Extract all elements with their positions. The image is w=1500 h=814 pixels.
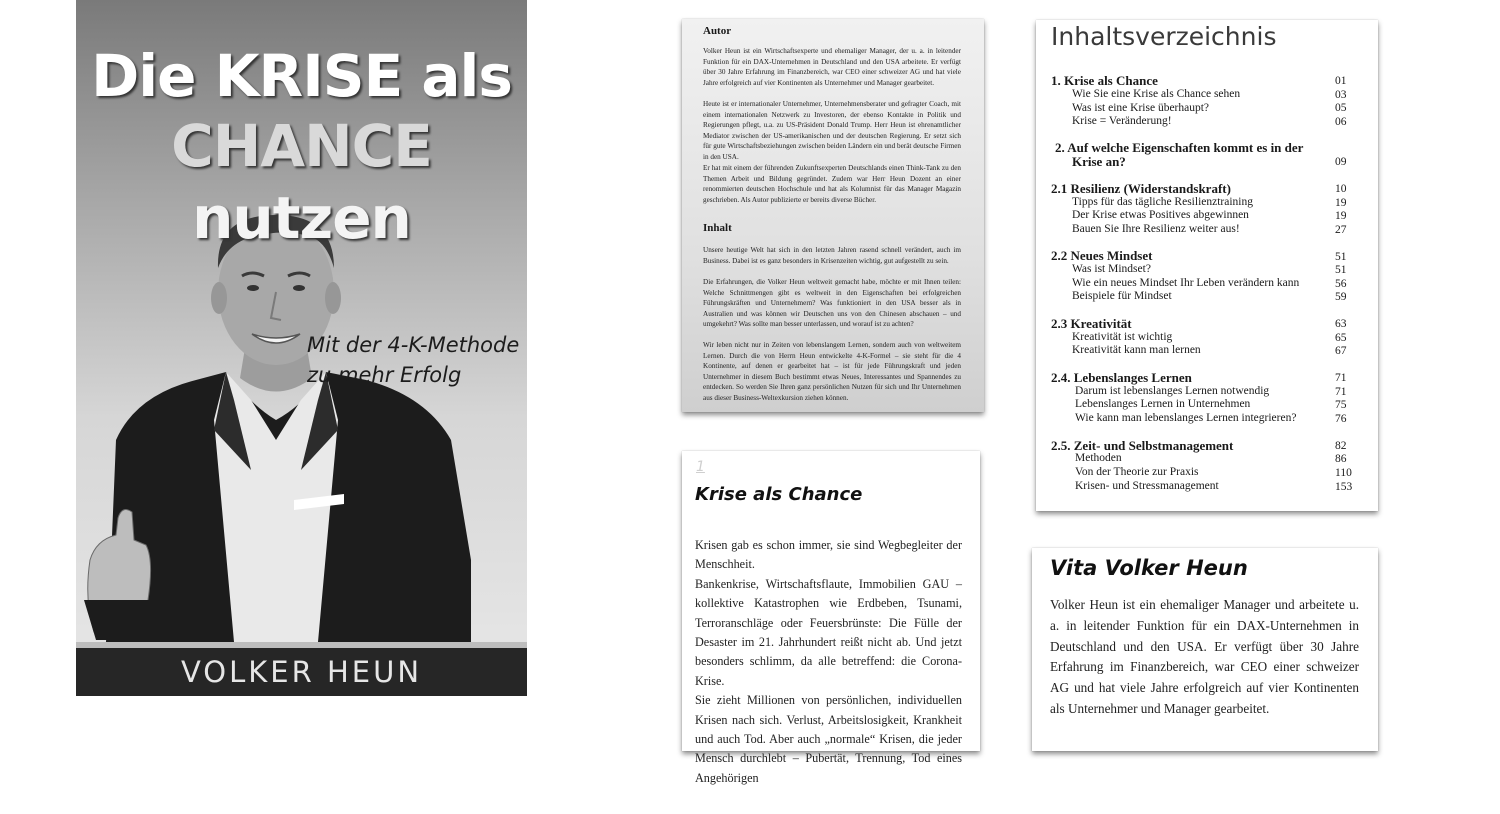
chapter-text xyxy=(695,536,962,788)
toc-page-number: 09 xyxy=(1335,156,1347,168)
toc-entry: Kreativität ist wichtig xyxy=(1072,331,1173,343)
toc-entry: Krise = Veränderung! xyxy=(1072,115,1172,127)
toc-page-number: 86 xyxy=(1335,453,1347,465)
vita-title: Vita Volker Heun xyxy=(1050,556,1248,580)
cover-title-line1: Die KRISE als xyxy=(91,42,512,110)
author-heading: Autor xyxy=(703,25,732,37)
toc-entry: Krisen- und Stressmanagement xyxy=(1075,480,1219,492)
toc-page-number: 03 xyxy=(1335,89,1347,101)
content-text-2: Die Erfahrungen, die Volker Heun weltweit gemacht habe, möchte er mit Ihnen teilen: Welche Schnittmengen gibt es weltweit in den Eigenschaften bei erfolgreichen Führungskräften und Unternehmern? Was funktioniert in den USA besser als in Australien und was können wir Deutschen uns von den Chinesen abschauen – und umgekehrt? Was sollte man besser unterlassen, und worauf ist zu achten? xyxy=(703,278,961,329)
cover-title-chance: CHANCE xyxy=(171,112,432,180)
toc-entry: Wie Sie eine Krise als Chance sehen xyxy=(1072,88,1241,100)
back-cover-page xyxy=(682,19,984,412)
toc-page-number: 19 xyxy=(1335,197,1347,209)
toc-page-number: 05 xyxy=(1335,102,1347,114)
toc-entry: Darum ist lebenslanges Lernen notwendig xyxy=(1075,385,1270,397)
toc-page-number: 67 xyxy=(1335,345,1347,357)
toc-entry: Beispiele für Mindset xyxy=(1072,290,1172,302)
toc-entry: Kreativität kann man lernen xyxy=(1072,344,1201,356)
toc-page-number: 51 xyxy=(1335,264,1347,276)
toc-page-number: 110 xyxy=(1335,467,1352,479)
chapter-paragraph: Krisen gab es schon immer, sie sind Wegbegleiter der Menschheit. xyxy=(695,538,962,572)
toc-page-number: 82 xyxy=(1335,440,1347,452)
toc-entry: 2.4. Lebenslanges Lernen xyxy=(1051,370,1192,385)
toc-page-number: 59 xyxy=(1335,291,1347,303)
cover-subtitle-line2: zu mehr Erfolg xyxy=(307,363,462,387)
author-text-2: Heute ist er internationaler Unternehmer, Unternehmensberater und gefragter Coach, mit einem internationalen Netzwerk zu Investoren, der ebenso Kontakte in Politik und Regierungen pflegt, u.a. zu US-Präsident Donald Trump. Herr Heun ist ehrenamtlicher Mediator zwischen der US-amerikanischen und der deutschen Regierung. Er setzt sich für gute Wirtschaftsbeziehungen zwischen beiden Ländern ein und berät deutsche Firmen in den USA. xyxy=(703,100,961,161)
content-heading: Inhalt xyxy=(703,222,732,234)
toc-entry: Von der Theorie zur Praxis xyxy=(1075,466,1199,478)
toc-page-number: 65 xyxy=(1335,332,1347,344)
toc-title: Inhaltsverzeichnis xyxy=(1051,22,1277,51)
chapter-page xyxy=(682,451,980,785)
content-text: Unsere heutige Welt hat sich in den letzten Jahren rasend schnell verändert, auch im Business. Dabei ist es ganz besonders in Krisenzeiten wichtig, gut aufgestellt zu sein. xyxy=(703,246,961,265)
toc-page-number: 71 xyxy=(1335,372,1347,384)
toc-entry: Wie ein neues Mindset Ihr Leben verändern kann xyxy=(1072,277,1300,289)
cover-title-nutzen: nutzen xyxy=(192,184,411,252)
toc-entry: 2.1 Resilienz (Widerstandskraft) xyxy=(1051,181,1231,196)
toc-page-number: 06 xyxy=(1335,116,1347,128)
toc-page-number: 27 xyxy=(1335,224,1347,236)
toc-page-number: 75 xyxy=(1335,399,1347,411)
chapter-paragraph: Bankenkrise, Wirtschaftsflaute, Immobilien GAU – kollektive Katastrophen wie Erdbeben, Tsunami, Terroranschläge oder Feuersbrünste: Die Fülle der Desaster im 21. Jahrhundert reißt nicht ab. Und jetzt besonders schlimm, da alle betreffend: die Corona-Krise. xyxy=(695,576,962,688)
chapter-title: Krise als Chance xyxy=(695,484,863,505)
toc-page-number: 153 xyxy=(1335,481,1353,493)
toc-entry: Was ist eine Krise überhaupt? xyxy=(1072,102,1210,114)
toc-entry: 1. Krise als Chance xyxy=(1051,73,1158,88)
content-text-3: Wir leben nicht nur in Zeiten von lebenslangem Lernen, sondern auch von weltweitem Lernen. Durch die von Herrn Heun entwickelte 4-K-Formel – sie steht für die 4 Kontinente, auf denen er gearbeitet hat – ist für jede Führungskraft und jeden Unternehmer in diesem Buch bestimmt etwas Neues, Interessantes und Spannendes zu entdecken. So werden Sie Ihren ganz persönlichen Nutzen für sich und Ihr Unternehmen aus dieser Business-Weltexkursion ziehen können. xyxy=(703,341,961,402)
toc-page-number: 56 xyxy=(1335,278,1347,290)
toc-page-number: 51 xyxy=(1335,251,1347,263)
toc-entry: 2. Auf welche Eigenschaften kommt es in der xyxy=(1055,140,1304,155)
author-text-3: Er hat mit einem der führenden Zukunftsexperten Deutschlands einen Think-Tank zu den Themen Arbeit und Bildung gegründet. Zudem war Herr Heun Dozent an einer renommierten deutschen Hochschule und hat als Kolumnist für das Manager Magazin geschrieben. Als Autor publizierte er bereits diverse Bücher. xyxy=(703,164,961,204)
toc-entry: Lebenslanges Lernen in Unternehmen xyxy=(1075,398,1251,410)
toc-page-number: 71 xyxy=(1335,386,1347,398)
toc-entry: Der Krise etwas Positives abgewinnen xyxy=(1072,209,1249,221)
cover-subtitle xyxy=(307,330,527,390)
chapter-paragraph: Sie zieht Millionen von persönlichen, individuellen Krisen nach sich. Verlust, Arbeitslosigkeit, Krankheit und auch Tod. Aber auch „normale“ Krisen, die jeder Mensch durchlebt – Pubertät, Trennung, Tod eines Angehörigen xyxy=(695,693,962,785)
toc-page xyxy=(1036,20,1378,511)
toc-page-number: 10 xyxy=(1335,183,1347,195)
author-text: Volker Heun ist ein Wirtschaftsexperte und ehemaliger Manager, der u. a. in leitender Funktion für ein DAX-Unternehmen in Deutschland und den USA arbeitete. Er verfügt über 30 Jahre Erfahrung im Finanzbereich, war CEO einer schweizer AG und hat viele Jahre erfolgreich auf vier Kontinenten als Unternehmer und Manager gearbeitet. xyxy=(703,47,961,87)
vita-page xyxy=(1032,548,1378,751)
toc-entry: Krise an? xyxy=(1072,154,1126,169)
toc-page-number: 63 xyxy=(1335,318,1347,330)
chapter-number: 1 xyxy=(696,459,705,475)
toc-entry: Tipps für das tägliche Resilienztraining xyxy=(1072,196,1253,208)
toc-page-number: 19 xyxy=(1335,210,1347,222)
toc-entry: Methoden xyxy=(1075,452,1122,464)
cover-author: VOLKER HEUN xyxy=(180,655,423,689)
vita-text: Volker Heun ist ein ehemaliger Manager und arbeitete u. a. in leitender Funktion für ein DAX-Unternehmen in Deutschland und den USA. Er verfügt über 30 Jahre Erfahrung im Finanzbereich, war CEO einer schweizer AG und hat viele Jahre erfolgreich auf vier Kontinenten als Unternehmer und Manager gearbeitet. xyxy=(1050,597,1359,716)
toc-entry: Bauen Sie Ihre Resilienz weiter aus! xyxy=(1072,223,1240,235)
cover-title-line2 xyxy=(76,110,527,254)
toc-entry: 2.5. Zeit- und Selbstmanagement xyxy=(1051,438,1234,453)
cover-subtitle-line1: Mit der 4-K-Methode xyxy=(307,333,520,357)
toc-entry: Wie kann man lebenslanges Lernen integrieren? xyxy=(1075,412,1297,424)
toc-page-number: 01 xyxy=(1335,75,1347,87)
toc-page-number: 76 xyxy=(1335,413,1347,425)
book-cover xyxy=(76,0,527,696)
toc-entry: 2.2 Neues Mindset xyxy=(1051,248,1153,263)
toc-entry: Was ist Mindset? xyxy=(1072,263,1151,275)
toc-entry: 2.3 Kreativität xyxy=(1051,316,1132,331)
